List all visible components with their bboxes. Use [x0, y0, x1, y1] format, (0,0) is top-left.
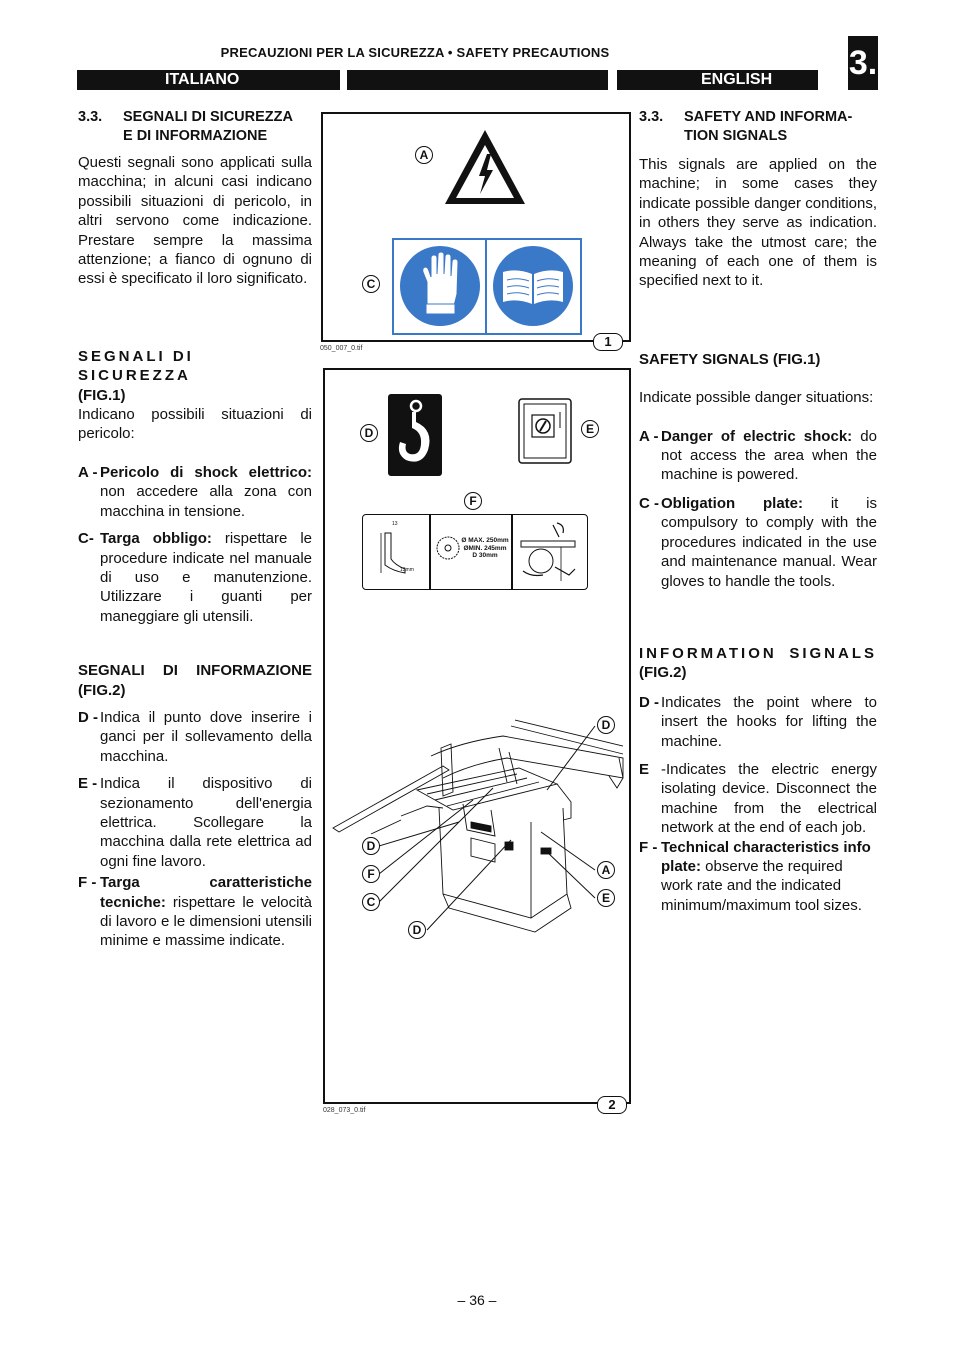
italian-item-d-key: D - [78, 708, 98, 726]
section-number-badge: 3. [848, 36, 878, 90]
italian-item-a-text: non accedere alla zona con macchina in tensione. [100, 483, 312, 520]
italian-section-title-1: SEGNALI DI SICUREZZA [123, 109, 293, 125]
italian-item-d [78, 708, 312, 766]
english-item-a-key: A - [639, 427, 659, 445]
italian-safety-desc: Indicano possibili situazioni di pericolo: [78, 406, 312, 443]
language-label-english: ENGLISH [701, 71, 773, 88]
plate-dimension-small: 13 [392, 521, 398, 527]
english-item-c-bold: Obligation plate: [661, 494, 803, 512]
italian-safety-fig: (FIG.1) [78, 386, 126, 404]
figure-2-label-d-bottom: D [408, 921, 426, 939]
english-item-c-text: it is compulsory to comply with the procedures indicated in the use and maintenance manual. Wear gloves to handle the tools. [661, 494, 877, 590]
english-safety-title: SAFETY SIGNALS (FIG.1) [639, 350, 821, 368]
italian-item-a [78, 463, 312, 521]
figure-1-file-name: 050_007_0.tif [320, 345, 363, 352]
italian-section-title-2: E DI INFORMAZIONE [123, 128, 268, 144]
english-item-c [639, 494, 877, 591]
plate-divider [485, 240, 487, 333]
figure-2-file-name: 028_073_0.tif [323, 1107, 366, 1114]
italian-item-c-key: C- [78, 530, 94, 548]
plate-bore-diameter: D 30mm [472, 552, 498, 559]
english-item-f [639, 838, 877, 916]
language-bar-blank [347, 70, 608, 90]
english-item-d [639, 693, 877, 751]
figure-2-label-e-switch: E [581, 420, 599, 438]
figure-2-label-f-plate: F [464, 492, 482, 510]
english-item-e-key: E [639, 760, 650, 778]
figure-1-label-c: C [362, 275, 380, 293]
figure-2-label-d-hook: D [360, 424, 378, 442]
english-info-heading [639, 644, 877, 683]
italian-intro-paragraph: Questi segnali sono applicati sulla macchina; in alcuni casi indicano possibili situazioni di pericolo, in altri servono come indicazione. Prestare sempre la massima attenzione; a fianco di ognuno di essi è specificato il loro significato. [78, 154, 312, 288]
italian-info-fig: (FIG.2) [78, 681, 126, 699]
figure-2-label-d-top: D [597, 716, 615, 734]
figure-2-leader-lines [325, 370, 633, 1106]
page-number: – 36 – [457, 1292, 497, 1308]
english-item-d-text: Indicates the point where to insert the hooks for lifting the machine. [661, 693, 877, 750]
italian-item-d-text: Indica il punto dove inserire i ganci per il sollevamento della macchina. [100, 708, 312, 765]
page-header-title: PRECAUZIONI PER LA SICUREZZA • SAFETY PRECAUTIONS [220, 45, 610, 60]
language-bar-italian [77, 70, 340, 90]
english-info-fig: (FIG.2) [639, 664, 687, 682]
italian-item-f-bold: Targa caratteristiche tecniche: [100, 874, 312, 911]
english-item-a-bold: Danger of electric shock: [661, 427, 853, 445]
language-label-italian: ITALIANO [165, 71, 240, 88]
english-item-f-bold: Technical characteristics info plate: [661, 838, 871, 875]
figure-2-label-d-left: D [362, 837, 380, 855]
italian-item-c-bold: Targa obbligo: [100, 530, 212, 548]
english-section-heading [639, 108, 877, 146]
italian-info-heading [78, 661, 312, 700]
figure-1-number: 1 [593, 333, 623, 351]
italian-column [78, 108, 312, 951]
english-section-title-1: SAFETY AND INFORMA- [684, 109, 853, 125]
italian-item-f [78, 873, 312, 951]
figure-2-label-a-right: A [597, 861, 615, 879]
obligation-plate [392, 238, 582, 335]
english-item-f-text: observe the required work rate and the indicated minimum/maximum tool sizes. [661, 857, 862, 914]
italian-item-a-key: A - [78, 463, 98, 481]
english-item-e-text: -Indicates the electric energy isolating device. Disconnect the machine from the electrical network at the end of each job. [661, 760, 877, 837]
english-column [639, 108, 877, 915]
english-intro-paragraph: This signals are applied on the machine; in some cases they indicate possible danger conditions, in others they serve as indication. Always take the utmost care; the meaning of each one of them is specified next to it. [639, 156, 877, 290]
italian-item-e-text: Indica il dispositivo di sezionamento dell'energia elettrica. Scollegare la macchina dalla rete elettrica ad ogni fine lavoro. [100, 775, 312, 870]
english-item-c-key: C - [639, 494, 659, 512]
italian-safety-heading [78, 347, 312, 405]
english-item-d-key: D - [639, 693, 659, 711]
italian-item-c [78, 529, 312, 626]
language-bar-english [617, 70, 818, 90]
figure-2-label-c-left: C [362, 893, 380, 911]
italian-item-c-text: rispettare le procedure indicate nel manuale di uso e manutenzione. Utilizzare i guanti per maneggiare gli utensili. [100, 530, 313, 625]
english-item-a-text: do not access the area when the machine is powered. [661, 427, 877, 484]
english-item-f-key: F - [639, 838, 658, 856]
italian-item-f-text: rispettare le velocità di lavoro e le dimensioni utensili minime e massime indicate. [100, 893, 312, 950]
english-section-number: 3.3. [639, 109, 664, 125]
read-manual-icon [491, 244, 575, 328]
english-safety-desc: Indicate possible danger situations: [639, 389, 874, 407]
english-item-a [639, 427, 877, 485]
italian-item-e [78, 774, 312, 871]
english-info-title: INFORMATION SIGNALS [639, 644, 877, 662]
figure-2-number: 2 [597, 1096, 627, 1114]
figure-1-label-a: A [415, 146, 433, 164]
english-item-e [639, 760, 877, 838]
english-section-title-2: TION SIGNALS [684, 128, 788, 144]
figure-2-label-e-right: E [597, 889, 615, 907]
wear-gloves-icon [398, 244, 482, 328]
italian-section-number: 3.3. [78, 109, 103, 125]
italian-item-f-key: F - [78, 874, 97, 892]
plate-min-diameter: ØMIN. 245mm [463, 544, 507, 552]
italian-safety-title: SEGNALI DI SICUREZZA [78, 347, 194, 385]
plate-dimension-small-2: 13mm [400, 567, 414, 573]
plate-max-diameter: Ø MAX. 250mm [461, 537, 509, 544]
figure-2-label-f-left: F [362, 865, 380, 883]
italian-item-e-key: E - [78, 775, 98, 793]
italian-item-a-bold: Pericolo di shock elettrico: [100, 463, 312, 481]
electric-shock-warning-icon [443, 128, 527, 206]
italian-section-heading [78, 108, 312, 146]
italian-info-title: SEGNALI DI INFORMAZIONE [78, 662, 312, 680]
